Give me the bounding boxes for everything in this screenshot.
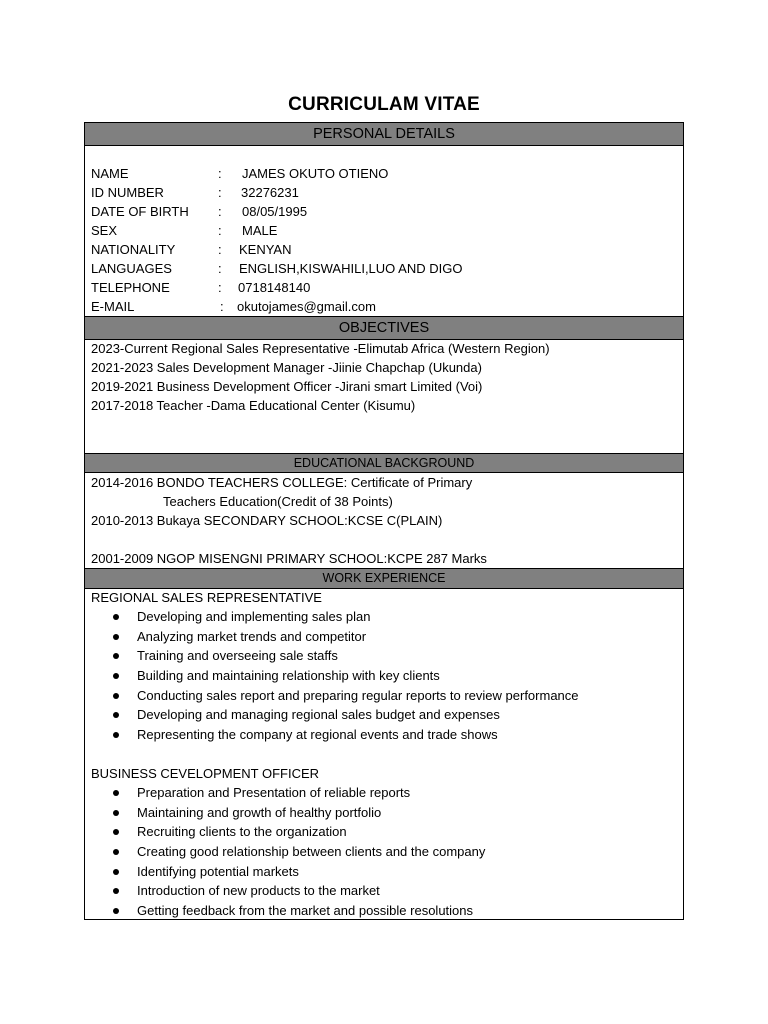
field-label: NATIONALITY (91, 242, 176, 257)
bullet-icon (113, 614, 119, 620)
duty-item (85, 842, 683, 862)
objectives-heading: OBJECTIVES (85, 316, 683, 340)
bullet-icon (113, 693, 119, 699)
duty-text: Representing the company at regional events and trade shows (137, 727, 498, 743)
document-title: CURRICULAM VITAE (288, 94, 480, 115)
education-line: Teachers Education(Credit of 38 Points) (163, 494, 393, 509)
education-line: 2014-2016 BONDO TEACHERS COLLEGE: Certificate of Primary (91, 475, 473, 490)
field-label: SEX (91, 223, 118, 238)
duty-text: Conducting sales report and preparing regular reports to review performance (137, 687, 579, 703)
bullet-icon (113, 673, 119, 679)
objective-line: 2021-2023 Sales Development Manager -Jiinie Chapchap (Ukunda) (91, 360, 482, 375)
role-duties-list (85, 607, 683, 745)
duty-text: Identifying potential markets (137, 863, 299, 879)
duty-text: Preparation and Presentation of reliable reports (137, 785, 411, 800)
objective-line: 2023-Current Regional Sales Representative -Elimutab Africa (Western Region) (91, 341, 550, 356)
bullet-icon (113, 634, 119, 640)
bullet-icon (113, 732, 119, 738)
duty-text: Recruiting clients to the organization (137, 824, 347, 840)
duty-text: Creating good relationship between clients and the company (137, 844, 486, 860)
field-separator: : (218, 223, 222, 238)
bullet-icon (113, 790, 119, 796)
field-separator: : (218, 204, 222, 219)
duty-text: Building and maintaining relationship with key clients (137, 668, 440, 684)
field-label: TELEPHONE (91, 280, 170, 295)
education-line: 2001-2009 NGOP MISENGNI PRIMARY SCHOOL:KCPE 287 Marks (91, 551, 487, 566)
duty-item (85, 705, 683, 725)
bullet-icon (113, 712, 119, 718)
bullet-icon (113, 849, 119, 855)
duty-item (85, 803, 683, 823)
duty-item (85, 666, 683, 686)
field-separator: : (218, 242, 222, 257)
duty-text: Developing and managing regional sales budget and expenses (137, 707, 500, 723)
duty-item (85, 627, 683, 647)
duty-item (85, 901, 683, 921)
duty-text: Analyzing market trends and competitor (137, 628, 367, 644)
duty-item (85, 783, 683, 803)
duty-item (85, 822, 683, 842)
field-separator: : (218, 185, 222, 200)
field-value: JAMES OKUTO OTIENO (242, 166, 389, 181)
bullet-icon (113, 810, 119, 816)
bullet-icon (113, 869, 119, 875)
duty-item (85, 881, 683, 901)
duty-text: Developing and implementing sales plan (137, 609, 371, 624)
bullet-icon (113, 829, 119, 835)
bullet-icon (113, 908, 119, 914)
objective-line: 2019-2021 Business Development Officer -Jirani smart Limited (Voi) (91, 379, 483, 394)
work-experience-heading: WORK EXPERIENCE (85, 568, 683, 589)
duty-text: Training and overseeing sale staffs (137, 648, 338, 664)
education-heading: EDUCATIONAL BACKGROUND (85, 453, 683, 473)
education-line: 2010-2013 Bukaya SECONDARY SCHOOL:KCSE C(PLAIN) (91, 513, 443, 528)
personal-details-heading: PERSONAL DETAILS (85, 123, 683, 146)
field-label: LANGUAGES (91, 261, 172, 276)
duty-text: Getting feedback from the market and possible resolutions (137, 903, 474, 919)
bullet-icon (113, 653, 119, 659)
duty-text: Maintaining and growth of healthy portfolio (137, 804, 382, 820)
field-label: ID NUMBER (91, 185, 164, 200)
field-value: MALE (242, 223, 278, 238)
field-label: E-MAIL (91, 299, 135, 314)
objective-line: 2017-2018 Teacher -Dama Educational Center (Kisumu) (91, 398, 416, 413)
field-separator: : (218, 166, 222, 181)
duty-text: Introduction of new products to the market (137, 883, 380, 899)
field-label: DATE OF BIRTH (91, 204, 189, 219)
duty-item (85, 607, 683, 627)
field-separator: : (220, 299, 224, 314)
role-title: BUSINESS CEVELOPMENT OFFICER (91, 766, 320, 781)
field-value: 32276231 (241, 185, 299, 200)
duty-item (85, 725, 683, 745)
field-value: okutojames@gmail.com (237, 299, 376, 314)
bullet-icon (113, 888, 119, 894)
field-value: 08/05/1995 (242, 204, 308, 219)
field-separator: : (218, 261, 222, 276)
role-duties-list (85, 783, 683, 921)
duty-item (85, 646, 683, 666)
field-separator: : (218, 280, 222, 295)
field-value: ENGLISH,KISWAHILI,LUO AND DIGO (239, 261, 463, 276)
field-value: KENYAN (239, 242, 292, 257)
duty-item (85, 686, 683, 706)
field-label: NAME (91, 166, 129, 181)
duty-item (85, 862, 683, 882)
cv-table (84, 122, 684, 920)
role-title: REGIONAL SALES REPRESENTATIVE (91, 590, 322, 605)
field-value: 0718148140 (238, 280, 311, 295)
